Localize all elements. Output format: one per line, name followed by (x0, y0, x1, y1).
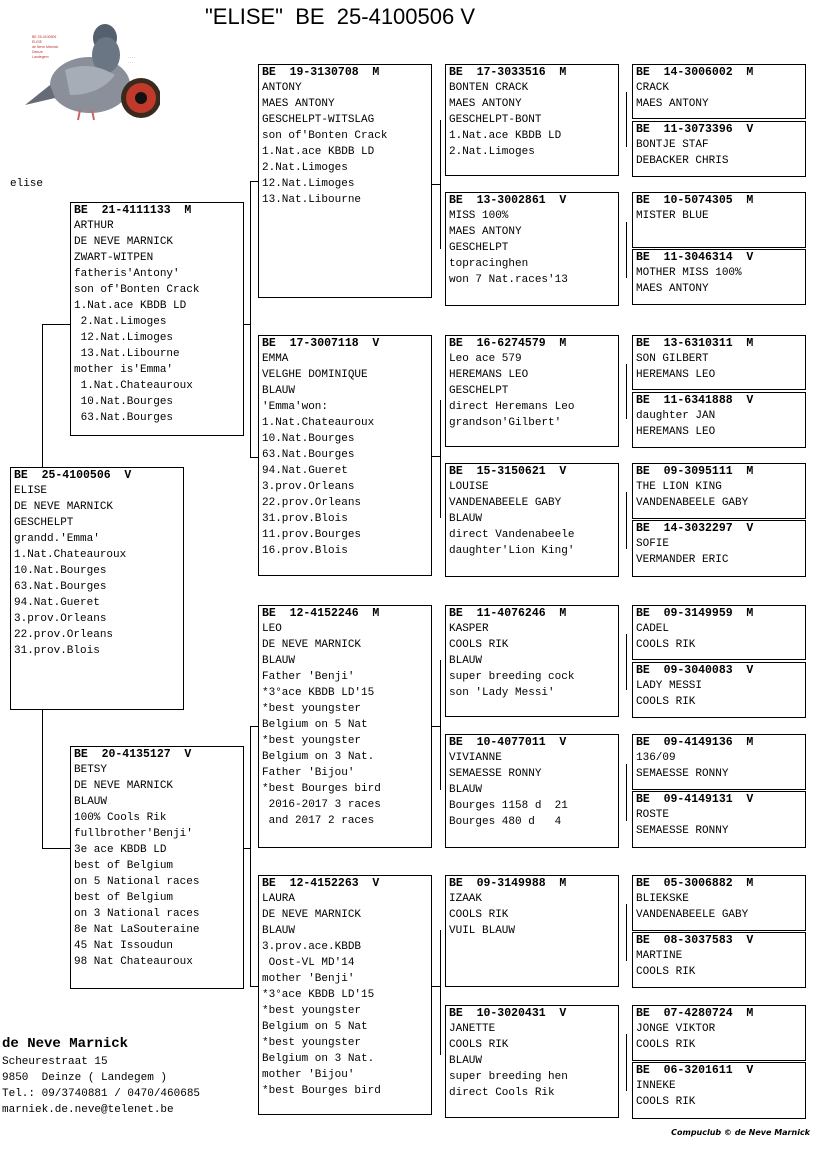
pedigree-line: 31.prov.Blois (14, 645, 100, 657)
ring-number: BE 08-3037583 V (636, 934, 754, 947)
pedigree-line: 31.prov.Blois (262, 513, 348, 525)
pedigree-line: MAES ANTONY (636, 98, 709, 110)
pedigree-box-g12[interactable] (632, 791, 806, 848)
ring-number: BE 10-3020431 V (449, 1007, 567, 1020)
pedigree-box-g16[interactable] (632, 1062, 806, 1119)
pedigree-line: DEBACKER CHRIS (636, 155, 729, 167)
pedigree-line: COOLS RIK (636, 696, 696, 708)
connector-line (626, 1034, 627, 1091)
pedigree-line: mother 'Benji' (262, 973, 355, 985)
pedigree-line: super breeding cock (449, 671, 575, 683)
svg-text:····: ···· (128, 56, 136, 59)
pedigree-line: 16.prov.Blois (262, 545, 348, 557)
pedigree-box-dss[interactable] (445, 605, 619, 717)
pedigree-line: on 5 National races (74, 876, 200, 888)
pedigree-line: topracinghen (449, 258, 529, 270)
pigeon-name: daughter JAN (636, 410, 716, 422)
ring-number: BE 17-3007118 V (262, 337, 380, 350)
ring-number: BE 10-4077011 V (449, 736, 567, 749)
connector-line (42, 848, 70, 849)
connector-line (250, 324, 251, 457)
pedigree-line: son of'Bonten Crack (262, 130, 388, 142)
pedigree-line: GESCHELPT-WITSLAG (262, 114, 375, 126)
pigeon-name: 136/09 (636, 752, 676, 764)
pigeon-name: SON GILBERT (636, 353, 709, 365)
pigeon-name: KASPER (449, 623, 489, 635)
pedigree-line: *best Bourges bird (262, 1085, 381, 1097)
pedigree-line: BLAUW (74, 796, 108, 808)
pigeon-name: SOFIE (636, 538, 670, 550)
breeder-email[interactable]: marniek.de.neve@telenet.be (2, 1104, 174, 1116)
pedigree-line: direct Vandenabeele (449, 529, 575, 541)
pedigree-line: BLAUW (449, 784, 483, 796)
pedigree-line: SEMAESSE RONNY (636, 825, 729, 837)
ring-number: BE 07-4280724 M (636, 1007, 754, 1020)
pedigree-line: 10.Nat.Bourges (74, 396, 174, 408)
pigeon-photo (10, 10, 160, 130)
pedigree-line: DE NEVE MARNICK (14, 501, 114, 513)
pedigree-line: 2.Nat.Limoges (449, 146, 535, 158)
pedigree-box-g11[interactable] (632, 734, 806, 790)
pedigree-line: Belgium on 3 Nat. (262, 1053, 375, 1065)
pedigree-line: MAES ANTONY (262, 98, 335, 110)
pedigree-line: won 7 Nat.races'13 (449, 274, 568, 286)
pedigree-box-g5[interactable] (632, 335, 806, 390)
pedigree-line: DE NEVE MARNICK (74, 780, 174, 792)
ring-number: BE 09-3149959 M (636, 607, 754, 620)
pedigree-line: VANDENABEELE GABY (636, 909, 749, 921)
ring-number: BE 05-3006882 M (636, 877, 754, 890)
connector-line (626, 492, 627, 549)
connector-line (250, 726, 258, 727)
pedigree-line: daughter'Lion King' (449, 545, 575, 557)
pigeon-name: MARTINE (636, 950, 683, 962)
pedigree-line: 94.Nat.Gueret (262, 465, 348, 477)
pedigree-box-dsd[interactable] (445, 734, 619, 848)
pedigree-line: 13.Nat.Libourne (74, 348, 180, 360)
pedigree-line: grandd.'Emma' (14, 533, 100, 545)
photo-text-line: Deinze (32, 50, 43, 54)
pedigree-line: 'Emma'won: (262, 401, 329, 413)
pedigree-line: fatheris'Antony' (74, 268, 180, 280)
ring-number: BE 06-3201611 V (636, 1064, 754, 1077)
pedigree-line: direct Heremans Leo (449, 401, 575, 413)
connector-line (432, 184, 440, 185)
pedigree-line: 63.Nat.Bourges (74, 412, 174, 424)
pedigree-line: on 3 National races (74, 908, 200, 920)
pedigree-line: 12.Nat.Limoges (74, 332, 174, 344)
pedigree-line: 63.Nat.Bourges (14, 581, 107, 593)
pigeon-name: JONGE VIKTOR (636, 1023, 716, 1035)
pedigree-line: DE NEVE MARNICK (262, 909, 362, 921)
photo-text (32, 35, 59, 59)
pigeon-name: ELISE (14, 485, 48, 497)
pedigree-line: BLAUW (262, 655, 296, 667)
photo-text-line: Landegem (32, 55, 49, 59)
ring-number: BE 12-4152263 V (262, 877, 380, 890)
pedigree-box-g7[interactable] (632, 463, 806, 519)
pedigree-line: VELGHE DOMINIQUE (262, 369, 368, 381)
pigeon-name: ROSTE (636, 809, 670, 821)
pedigree-line: son of'Bonten Crack (74, 284, 200, 296)
pedigree-line: mother 'Bijou' (262, 1069, 355, 1081)
pedigree-line: MAES ANTONY (636, 283, 709, 295)
pigeon-name: VIVIANNE (449, 752, 502, 764)
ring-number: BE 11-3046314 V (636, 251, 754, 264)
pedigree-line: BLAUW (449, 1055, 483, 1067)
ring-number: BE 10-5074305 M (636, 194, 754, 207)
ring-number: BE 12-4152246 M (262, 607, 380, 620)
pedigree-line: COOLS RIK (449, 639, 509, 651)
breeder-name: de Neve Marnick (2, 1036, 129, 1052)
pedigree-line: 10.Nat.Bourges (262, 433, 355, 445)
pedigree-line: *3°ace KBDB LD'15 (262, 989, 375, 1001)
connector-line (250, 181, 258, 182)
pedigree-box-g8[interactable] (632, 520, 806, 577)
pedigree-line: 45 Nat Issoudun (74, 940, 174, 952)
pedigree-box-ddd[interactable] (445, 1005, 619, 1118)
pedigree-box-sire-sire[interactable] (258, 64, 432, 298)
pigeon-name: BLIEKSKE (636, 893, 689, 905)
pedigree-line: BLAUW (449, 655, 483, 667)
pedigree-line: 3.prov.ace.KBDB (262, 941, 362, 953)
pedigree-box-dam-dam[interactable] (258, 875, 432, 1115)
pedigree-line: HEREMANS LEO (449, 369, 529, 381)
pedigree-line: 1.Nat.ace KBDB LD (449, 130, 562, 142)
pedigree-line: *best youngster (262, 1005, 362, 1017)
pigeon-name: LADY MESSI (636, 680, 703, 692)
pedigree-line: DE NEVE MARNICK (74, 236, 174, 248)
pigeon-name: Leo ace 579 (449, 353, 522, 365)
pedigree-line: HEREMANS LEO (636, 426, 716, 438)
connector-line (42, 710, 43, 848)
pigeon-name: THE LION KING (636, 481, 722, 493)
ring-number: BE 15-3150621 V (449, 465, 567, 478)
pedigree-line: and 2017 2 races (262, 815, 375, 827)
pedigree-box-g14[interactable] (632, 932, 806, 988)
pedigree-line: 3.prov.Orleans (262, 481, 355, 493)
pedigree-line: GESCHELPT (449, 242, 509, 254)
connector-line (626, 364, 627, 419)
pigeon-name: ARTHUR (74, 220, 114, 232)
pedigree-box-g4[interactable] (632, 249, 806, 305)
pigeon-name: BONTJE STAF (636, 139, 709, 151)
pedigree-line: BLAUW (262, 925, 296, 937)
pedigree-line: 13.Nat.Libourne (262, 194, 362, 206)
breeder-street: Scheurestraat 15 (2, 1056, 108, 1068)
connector-line (250, 457, 258, 458)
pedigree-line: 100% Cools Rik (74, 812, 167, 824)
photo-text-line: de Neve Marnick (32, 45, 59, 49)
connector-line (42, 324, 70, 325)
pedigree-line: VANDENABEELE GABY (636, 497, 749, 509)
pedigree-line: 3e ace KBDB LD (74, 844, 167, 856)
pedigree-box-sdd[interactable] (445, 463, 619, 577)
ring-number: BE 20-4135127 V (74, 748, 192, 761)
pedigree-box-g10[interactable] (632, 662, 806, 718)
breeder-tel: Tel.: 09/3740881 / 0470/460685 (2, 1088, 201, 1100)
pedigree-line: 1.Nat.ace KBDB LD (74, 300, 187, 312)
pedigree-line: GESCHELPT (449, 385, 509, 397)
ring-number: BE 09-4149131 V (636, 793, 754, 806)
pedigree-line: 1.Nat.Chateauroux (74, 380, 193, 392)
pedigree-line: GESCHELPT (14, 517, 74, 529)
pigeon-name: EMMA (262, 353, 289, 365)
pigeon-name: LOUISE (449, 481, 489, 493)
pedigree-box-dam-sire[interactable] (258, 605, 432, 848)
ring-number: BE 25-4100506 V (14, 469, 132, 482)
pedigree-line: *best Bourges bird (262, 783, 381, 795)
pigeon-name: IZAAK (449, 893, 483, 905)
pedigree-box-dam[interactable] (70, 746, 244, 989)
pigeon-name: MISS 100% (449, 210, 509, 222)
pedigree-line: 11.prov.Bourges (262, 529, 362, 541)
ring-number: BE 16-6274579 M (449, 337, 567, 350)
pedigree-line: ZWART-WITPEN (74, 252, 154, 264)
pedigree-line: 1.Nat.ace KBDB LD (262, 146, 375, 158)
pedigree-line: best of Belgium (74, 892, 174, 904)
ring-number: BE 11-3073396 V (636, 123, 754, 136)
pedigree-line: *best youngster (262, 1037, 362, 1049)
pedigree-title: "ELISE" BE 25-4100506 V (205, 4, 476, 29)
connector-line (626, 92, 627, 147)
pedigree-box-dds[interactable] (445, 875, 619, 987)
pedigree-box-g9[interactable] (632, 605, 806, 660)
ring-number: BE 13-6310311 M (636, 337, 754, 350)
ring-number: BE 09-3149988 M (449, 877, 567, 890)
connector-line (250, 848, 251, 986)
pedigree-line: DE NEVE MARNICK (262, 639, 362, 651)
pedigree-line: Father 'Bijou' (262, 767, 355, 779)
pigeon-name: LEO (262, 623, 282, 635)
connector-line (626, 904, 627, 961)
photo-text-line: ELISE (32, 40, 42, 44)
pedigree-line: COOLS RIK (636, 1096, 696, 1108)
connector-line (626, 222, 627, 278)
pigeon-name: INNEKE (636, 1080, 676, 1092)
ring-number: BE 11-4076246 M (449, 607, 567, 620)
connector-line (440, 400, 441, 518)
pedigree-line: HEREMANS LEO (636, 369, 716, 381)
pedigree-line: 63.Nat.Bourges (262, 449, 355, 461)
ring-number: BE 19-3130708 M (262, 66, 380, 79)
pedigree-box-g6[interactable] (632, 392, 806, 448)
pigeon-name: LAURA (262, 893, 296, 905)
pedigree-line: Father 'Benji' (262, 671, 355, 683)
pedigree-line: 22.prov.Orleans (14, 629, 114, 641)
connector-line (250, 986, 258, 987)
pedigree-line: grandson'Gilbert' (449, 417, 562, 429)
pigeon-name: CRACK (636, 82, 670, 94)
pedigree-box-sire-dam[interactable] (258, 335, 432, 576)
pedigree-line: 98 Nat Chateauroux (74, 956, 193, 968)
pedigree-line: Belgium on 3 Nat. (262, 751, 375, 763)
pigeon-name: ANTONY (262, 82, 302, 94)
pedigree-line: Oost-VL MD'14 (262, 957, 355, 969)
pigeon-name: BETSY (74, 764, 108, 776)
pedigree-line: 2016-2017 3 races (262, 799, 381, 811)
pedigree-box-sss[interactable] (445, 64, 619, 176)
pigeon-name: MOTHER MISS 100% (636, 267, 742, 279)
photo-text-line: BE 25-4100506 (32, 35, 57, 39)
ring-number: BE 09-3040083 V (636, 664, 754, 677)
caption: elise (10, 178, 44, 190)
connector-line (626, 634, 627, 690)
ring-number: BE 13-3002861 V (449, 194, 567, 207)
pedigree-line: 2.Nat.Limoges (262, 162, 348, 174)
pedigree-line: VANDENABEELE GABY (449, 497, 562, 509)
pedigree-box-sds[interactable] (445, 335, 619, 447)
breeder-city: 9850 Deinze ( Landegem ) (2, 1072, 168, 1084)
pedigree-line: direct Cools Rik (449, 1087, 555, 1099)
pedigree-line: 10.Nat.Bourges (14, 565, 107, 577)
connector-line (626, 764, 627, 821)
pedigree-box-g3[interactable] (632, 192, 806, 248)
connector-line (440, 120, 441, 249)
ring-number: BE 11-6341888 V (636, 394, 754, 407)
pedigree-line: 2.Nat.Limoges (74, 316, 167, 328)
ring-number: BE 17-3033516 M (449, 66, 567, 79)
pedigree-line: 1.Nat.Chateauroux (14, 549, 127, 561)
pigeon-name: JANETTE (449, 1023, 496, 1035)
pedigree-box-g13[interactable] (632, 875, 806, 931)
pedigree-line: *best youngster (262, 735, 362, 747)
connector-line (42, 324, 43, 468)
pedigree-line: COOLS RIK (449, 1039, 509, 1051)
footer-credit: Compuclub © de Neve Marnick (671, 1128, 810, 1137)
connector-line (432, 986, 440, 987)
pedigree-line: *3°ace KBDB LD'15 (262, 687, 375, 699)
pedigree-line: COOLS RIK (636, 639, 696, 651)
pedigree-box-g1[interactable] (632, 64, 806, 119)
connector-line (250, 726, 251, 848)
pigeon-name: CADEL (636, 623, 670, 635)
ring-number: BE 09-4149136 M (636, 736, 754, 749)
pedigree-box-g2[interactable] (632, 121, 806, 177)
pedigree-line: Belgium on 5 Nat (262, 1021, 368, 1033)
pedigree-line: SEMAESSE RONNY (449, 768, 542, 780)
connector-line (440, 930, 441, 1055)
pedigree-line: Belgium on 5 Nat (262, 719, 368, 731)
pedigree-box-ssd[interactable] (445, 192, 619, 306)
pedigree-line: COOLS RIK (636, 1039, 696, 1051)
pedigree-line: MAES ANTONY (449, 98, 522, 110)
pedigree-line: COOLS RIK (449, 909, 509, 921)
ring-number: BE 14-3032297 V (636, 522, 754, 535)
pedigree-line: SEMAESSE RONNY (636, 768, 729, 780)
pedigree-line: fullbrother'Benji' (74, 828, 193, 840)
pedigree-line: 8e Nat LaSouteraine (74, 924, 200, 936)
pedigree-line: super breeding hen (449, 1071, 568, 1083)
connector-line (432, 456, 440, 457)
pedigree-line: Bourges 480 d 4 (449, 816, 562, 828)
pedigree-box-g15[interactable] (632, 1005, 806, 1061)
connector-line (440, 660, 441, 790)
pedigree-line: 94.Nat.Gueret (14, 597, 100, 609)
pedigree-line: COOLS RIK (636, 966, 696, 978)
pedigree-line: 3.prov.Orleans (14, 613, 107, 625)
pigeon-name: BONTEN CRACK (449, 82, 529, 94)
pedigree-line: son 'Lady Messi' (449, 687, 555, 699)
pedigree-line: mother is'Emma' (74, 364, 174, 376)
connector-line (432, 726, 440, 727)
pedigree-line: GESCHELPT-BONT (449, 114, 542, 126)
pedigree-line: 12.Nat.Limoges (262, 178, 355, 190)
pedigree-line: VERMANDER ERIC (636, 554, 729, 566)
pedigree-box-sire[interactable] (70, 202, 244, 436)
pigeon-name: MISTER BLUE (636, 210, 709, 222)
pedigree-line: *best youngster (262, 703, 362, 715)
ring-number: BE 21-4111133 M (74, 204, 192, 217)
pedigree-line: VUIL BLAUW (449, 925, 516, 937)
pedigree-line: BLAUW (449, 513, 483, 525)
pedigree-line: 1.Nat.Chateauroux (262, 417, 375, 429)
svg-text:···: ··· (128, 61, 134, 64)
breeder-info (2, 1034, 200, 1118)
pedigree-line: best of Belgium (74, 860, 174, 872)
pedigree-line: MAES ANTONY (449, 226, 522, 238)
pedigree-box-subject[interactable] (10, 467, 184, 710)
pedigree-line: BLAUW (262, 385, 296, 397)
connector-line (250, 181, 251, 324)
pedigree-line: 22.prov.Orleans (262, 497, 362, 509)
ring-number: BE 14-3006002 M (636, 66, 754, 79)
ring-number: BE 09-3095111 M (636, 465, 754, 478)
pedigree-line: Bourges 1158 d 21 (449, 800, 568, 812)
